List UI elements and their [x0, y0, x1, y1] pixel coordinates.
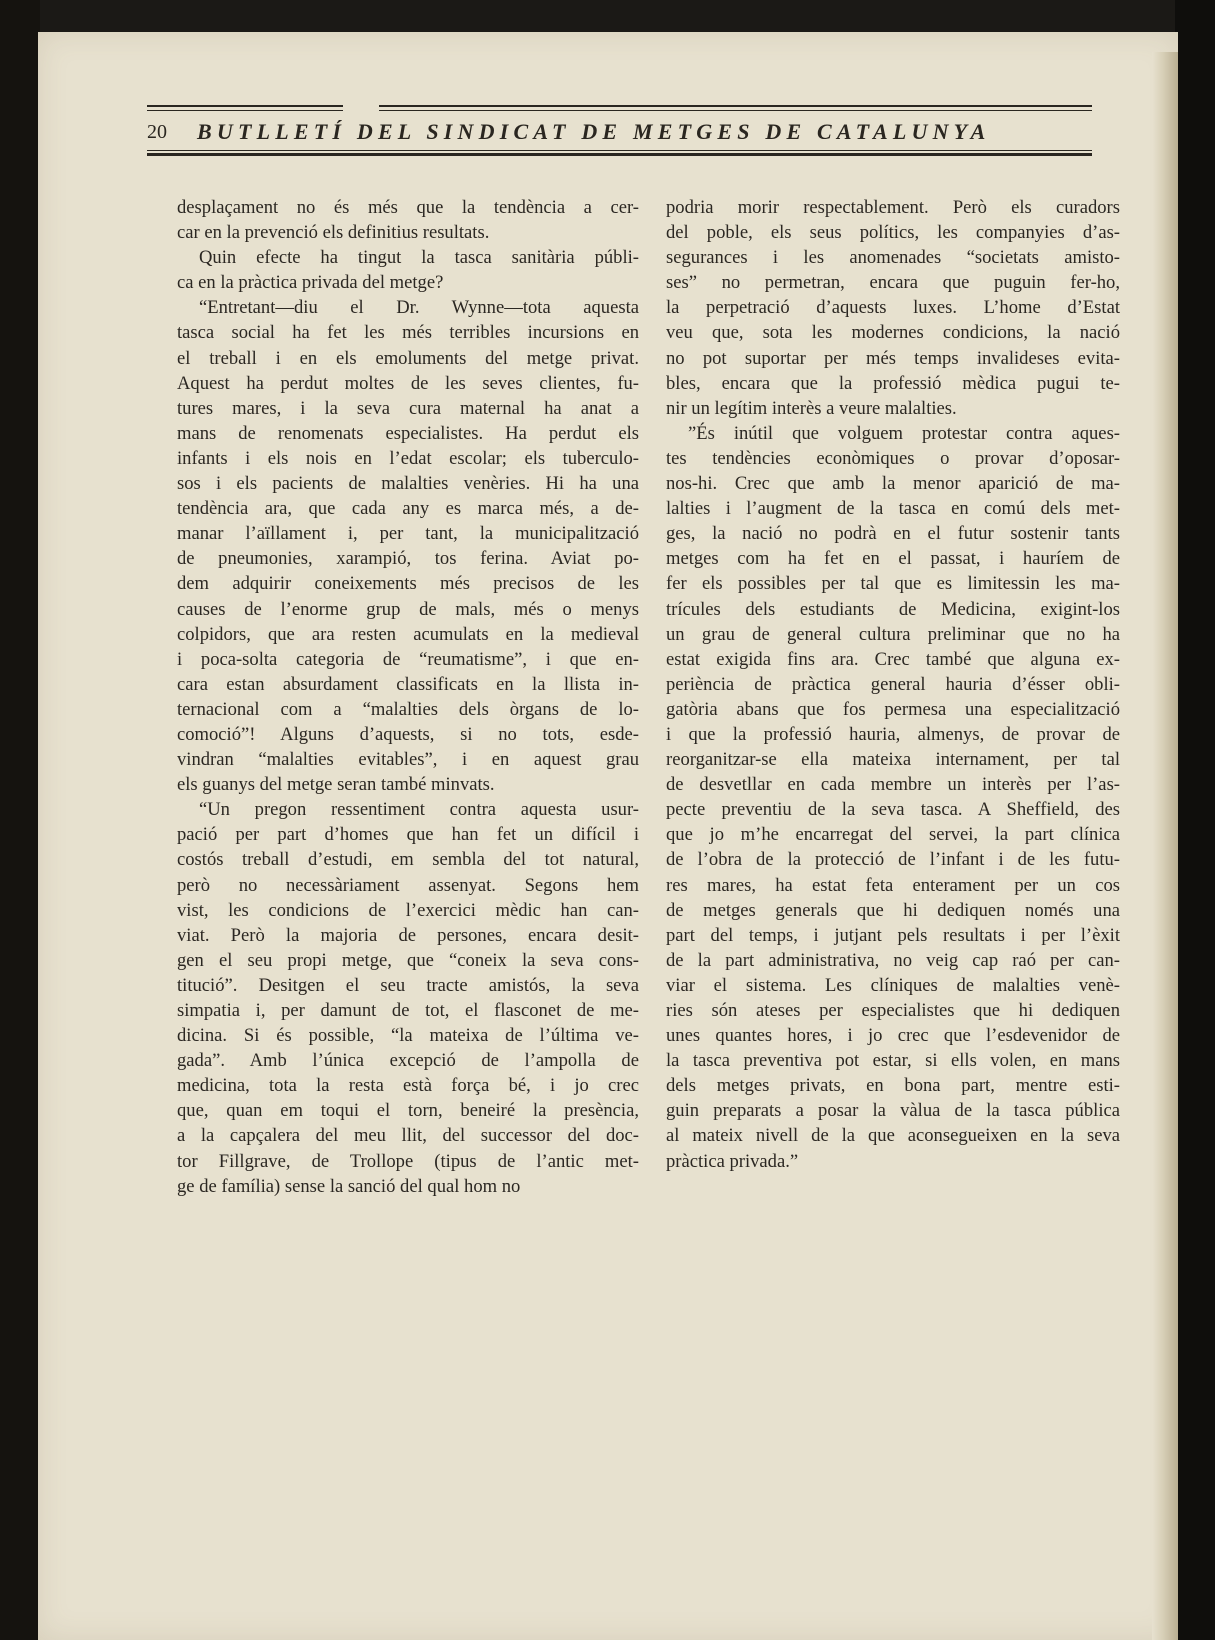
text-line: que, quan em toqui el torn, beneiré la presència, [177, 1100, 639, 1122]
text-line: pació per part d’homes que han fet un difícil i [177, 824, 639, 846]
text-line: segurances i les anomenades “societats amisto- [666, 247, 1120, 269]
text-line: “Entretant—diu el Dr. Wynne—tota aquesta [199, 297, 639, 319]
text-line: gen el seu propi metge, que “coneix la seva cons- [177, 949, 639, 971]
text-line: infants i els nois en l’edat escolar; els tuberculo- [177, 447, 639, 469]
header-rule-bottom-thin [147, 150, 1092, 151]
text-line: podria morir respectablement. Però els curadors [666, 197, 1120, 218]
text-line: titució”. Desitgen el seu tracte amistós, la seva [177, 974, 639, 996]
text-line: dem adquirir coneixements més precisos de les [177, 573, 639, 595]
text-line: del poble, els seus polítics, les companyies d’as- [666, 222, 1120, 244]
text-line: part del temps, i jutjant pels resultats i per l’èxit [666, 924, 1120, 946]
text-line: car en la prevenció els definitius resultats. [177, 222, 490, 244]
text-line: la perpetració d’aquests luxes. L’home d’Estat [666, 297, 1120, 319]
text-line: veu que, sota les modernes condicions, la nació [666, 322, 1120, 344]
text-line: nir un legítim interès a veure malalties. [666, 397, 957, 419]
text-line: ca en la pràctica privada del metge? [177, 272, 444, 294]
text-line: viar el sistema. Les clíniques de malalties venè- [666, 974, 1120, 996]
text-column-right [666, 195, 1120, 1174]
text-line: estat exigida fins ara. Crec també que alguna ex- [666, 648, 1120, 670]
text-line: ge de família) sense la sanció del qual hom no [177, 1175, 521, 1197]
text-line: de l’obra de la protecció de l’infant i de les futu- [666, 849, 1120, 871]
text-line: ges, la nació no podrà en el futur sostenir tants [666, 523, 1120, 545]
text-line: ternacional com a “malalties dels òrgans de lo- [177, 698, 639, 720]
text-line: Quin efecte ha tingut la tasca sanitària públi- [199, 247, 639, 269]
header-rule-ornament [343, 101, 379, 115]
text-line: metges com ha fet en el passat, i hauríem de [666, 548, 1120, 570]
text-line: gatòria abans que fos permesa una especialització [666, 698, 1120, 720]
text-line: unes quantes hores, i jo crec que l’esdevenidor de [666, 1025, 1120, 1047]
text-line: “Un pregon ressentiment contra aquesta usur- [199, 799, 639, 821]
text-line: tor Fillgrave, de Trollope (tipus de l’antic met- [177, 1150, 639, 1172]
text-line: la tasca preventiva pot estar, si ells volen, en mans [666, 1050, 1120, 1072]
text-line: tes tendències econòmiques o provar d’oposar- [666, 447, 1120, 469]
text-line: tendència ara, que cada any es marca més, a de- [177, 498, 639, 520]
text-line: manar l’aïllament i, per tant, la municipalització [177, 523, 639, 545]
text-line: els guanys del metge seran també minvats. [177, 774, 495, 796]
text-line: ries són ateses per especialistes que hi dediquen [666, 1000, 1120, 1021]
header-rule-top [147, 105, 1092, 107]
journal-title: BUTLLETÍ DEL SINDICAT DE METGES DE CATALUNYA [197, 119, 991, 144]
text-line: costós treball d’estudi, em sembla del tot natural, [177, 849, 639, 871]
header-rule-bottom [147, 153, 1092, 156]
text-line: causes de l’enorme grup de mals, més o menys [177, 598, 639, 620]
text-line: trícules dels estudiants de Medicina, exigint-los [666, 598, 1120, 620]
text-line: de la part administrativa, no veig cap raó per can- [666, 949, 1120, 971]
text-line: dicina. Si és possible, “la mateixa de l’última ve- [177, 1025, 639, 1047]
text-line: tasca social ha fet les més terribles incursions en [177, 322, 639, 344]
text-line: gada”. Amb l’única excepció de l’ampolla de [177, 1050, 639, 1072]
text-line: reorganitzar-se ella mateixa internament, per tal [666, 749, 1120, 771]
text-line: comoció”! Alguns d’aquests, si no tots, esde- [177, 723, 639, 745]
text-line: vindran “malalties evitables”, i en aquest grau [177, 749, 639, 771]
text-line: ”És inútil que volguem protestar contra aques- [688, 422, 1120, 444]
text-line: lalties i l’augment de la tasca en comú dels met- [666, 498, 1120, 520]
text-line: al mateix nivell de la que aconsegueixen en la seva [666, 1125, 1120, 1147]
text-column-left [177, 195, 639, 1199]
text-line: ses” no permetran, encara que puguin fer-ho, [666, 272, 1120, 294]
header-rule-top-thin [147, 110, 1092, 111]
text-line: però no necessàriament assenyat. Segons hem [177, 874, 639, 896]
text-line: tures mares, i la seva cura maternal ha anat a [177, 397, 639, 419]
text-line: de pneumonies, xarampió, tos ferina. Aviat po- [177, 548, 639, 570]
text-line: desplaçament no és més que la tendència a cer- [177, 197, 639, 218]
text-line: sos i els pacients de malalties venèries. Hi ha una [177, 473, 639, 495]
text-line: pecte preventiu de la seva tasca. A Sheffield, des [666, 799, 1120, 821]
text-line: bles, encara que la professió mèdica pugui te- [666, 372, 1120, 394]
text-line: i que la professió hauria, almenys, de provar de [666, 723, 1120, 745]
page-number: 20 [147, 120, 167, 143]
text-line: cara estan absurdament classificats en la llista in- [177, 673, 639, 695]
running-header [147, 75, 1092, 165]
text-line: nos-hi. Crec que amb la menor aparició de ma- [666, 473, 1120, 495]
text-line: guin preparats a posar la vàlua de la tasca pública [666, 1100, 1120, 1122]
header-text-line [147, 116, 1092, 148]
text-line: que jo m’he encarregat del servei, la part clínica [666, 824, 1120, 846]
scan-background-right [1175, 0, 1215, 1640]
text-line: colpidors, que ara resten acumulats en la medieval [177, 623, 639, 645]
text-line: un grau de general cultura preliminar que no ha [666, 623, 1120, 645]
text-line: i poca-solta categoria de “reumatisme”, i que en- [177, 648, 639, 670]
text-line: periència de pràctica general hauria d’ésser obli- [666, 673, 1120, 695]
text-line: simpatia i, per damunt de tot, el flasconet de me- [177, 1000, 639, 1021]
text-line: dels metges privats, en bona part, mentre esti- [666, 1075, 1120, 1097]
page-edge-shadow [1152, 52, 1178, 1640]
text-line: res mares, ha estat feta enterament per un cos [666, 874, 1120, 896]
text-line: vist, les condicions de l’exercici mèdic han can- [177, 899, 639, 921]
text-line: Aquest ha perdut moltes de les seves clientes, fu- [177, 372, 639, 394]
text-line: viat. Però la majoria de persones, encara desit- [177, 924, 639, 946]
text-line: de desvetllar en cada membre un interès per l’as- [666, 774, 1120, 796]
scan-background-left [0, 0, 40, 1640]
text-line: medicina, tota la resta està força bé, i jo crec [177, 1075, 639, 1097]
text-line: no pot suportar per més temps invalideses evita- [666, 347, 1120, 369]
text-line: a la capçalera del meu llit, del successor del doc- [177, 1125, 639, 1147]
text-line: de metges generals que hi dediquen només una [666, 899, 1120, 921]
text-line: el treball i en els emoluments del metge privat. [177, 347, 639, 369]
text-line: pràctica privada.” [666, 1150, 799, 1172]
text-line: mans de renomenats especialistes. Ha perdut els [177, 422, 639, 444]
text-line: fer els possibles per tal que es limitessin les ma- [666, 573, 1120, 595]
